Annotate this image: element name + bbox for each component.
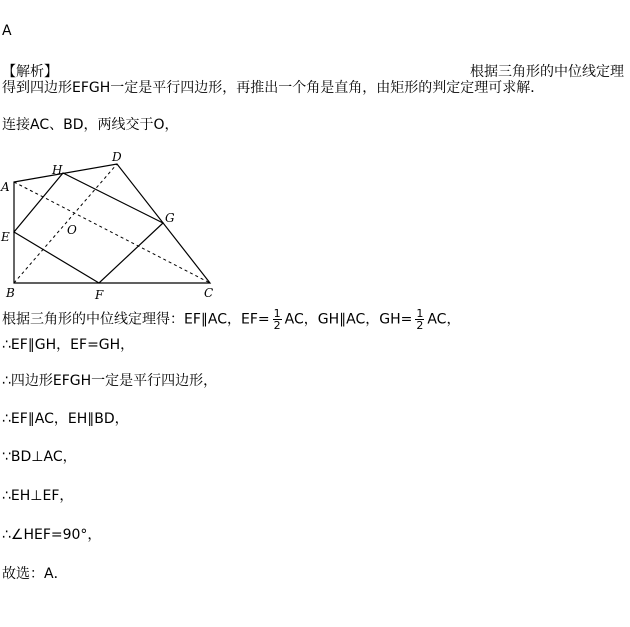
fraction-half (273, 308, 282, 331)
fraction-numerator: 1 (273, 307, 281, 320)
step-line-2: ∴四边形EFGH一定是平行四边形， (2, 373, 218, 389)
midline-suffix: AC， (427, 311, 461, 328)
step-line-3: ∴EF∥AC，EH∥BD， (2, 411, 129, 427)
diagonal-bd (14, 164, 117, 283)
step-line-4: ∵BD⊥AC， (2, 449, 77, 465)
label-g: G (165, 211, 175, 225)
answer-conclusion: 故选：A． (2, 566, 68, 582)
analysis-header-right: 根据三角形的中位线定理 (470, 64, 624, 80)
step-connect: 连接AC、BD，两线交于O， (2, 117, 179, 133)
analysis-header: 【解析】 (2, 64, 58, 80)
step-line-5: ∴EH⊥EF， (2, 488, 74, 504)
analysis-intro: 得到四边形EFGH一定是平行四边形，再推出一个角是直角，由矩形的判定定理可求解． (2, 80, 545, 96)
label-c: C (204, 286, 214, 300)
quadrilateral-efgh (14, 173, 163, 283)
answer-label: A (2, 23, 12, 39)
label-b: B (6, 286, 15, 300)
fraction-denominator: 2 (273, 319, 281, 332)
fraction-half-2 (415, 308, 424, 331)
label-o: O (67, 223, 77, 237)
fraction-numerator-2: 1 (416, 307, 424, 320)
quadrilateral-figure (0, 146, 225, 304)
step-line-1: ∴EF∥GH，EF=GH， (2, 337, 135, 353)
label-f: F (95, 288, 104, 302)
fraction-denominator-2: 2 (416, 319, 424, 332)
midline-prefix: 根据三角形的中位线定理得：EF∥AC，EF= (2, 311, 270, 328)
quadrilateral-abcd (14, 164, 210, 283)
midline-theorem-line (2, 308, 460, 331)
label-a: A (1, 180, 10, 194)
midline-middle: AC，GH∥AC，GH= (284, 311, 413, 328)
step-line-6: ∴∠HEF=90°， (2, 527, 102, 543)
label-e: E (1, 230, 10, 244)
label-h: H (52, 163, 63, 177)
label-d: D (112, 150, 122, 164)
